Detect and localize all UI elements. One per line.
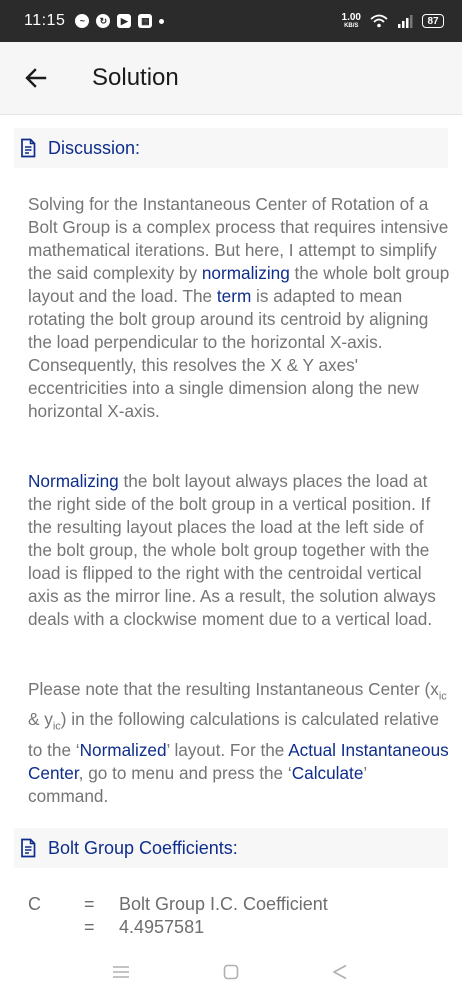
back-button[interactable]: [22, 64, 50, 92]
sync-icon: ↻: [96, 14, 110, 28]
home-square-icon: [223, 964, 239, 980]
coefficients-label: Bolt Group Coefficients:: [48, 837, 238, 858]
youtube-icon: ▶: [117, 14, 131, 28]
coefficient-value: 4.4957581: [119, 917, 205, 937]
paragraph-text: Please note that the resulting Instantaneous Center (x: [28, 679, 439, 699]
paragraph-text: Solving for the Instantaneous Center of Rotation of a Bolt Group is a complex process that requires intensive mathematical iterations. But here, I attempt to simplify the said complexity by: [28, 194, 449, 283]
recents-button[interactable]: [111, 962, 131, 982]
wifi-icon: [370, 14, 388, 28]
paragraph-text: & y: [28, 709, 53, 730]
notification-icons: [75, 14, 164, 28]
paragraph-text: the bolt layout always places the load at the right side of the bolt group in a vertical position. If the resulting layout places the load at the left side of the bolt group, the whole bolt group together with the load is flipped to the right with the centroidal vertical axis as the mirror line. As a result, the solution always deals with a clockwise moment due to a vertical load.: [28, 471, 436, 629]
coefficient-symbol: C: [28, 894, 41, 914]
subscript: ic: [52, 720, 61, 733]
menu-icon: [112, 965, 130, 979]
battery-icon: 87: [422, 14, 444, 28]
document-icon: [18, 838, 38, 858]
discussion-paragraph-3: [28, 678, 450, 808]
home-button[interactable]: [221, 962, 241, 982]
equals-sign: =: [84, 894, 95, 914]
coefficient-description: Bolt Group I.C. Coefficient: [119, 894, 328, 914]
paragraph-text: ’ layout. For the: [166, 739, 289, 760]
page-title: Solution: [92, 64, 179, 91]
status-time: 11:15: [24, 12, 66, 29]
coefficients-header: [14, 828, 448, 868]
paragraph-text: , go to menu and press the ‘: [78, 762, 292, 783]
paragraph-text: ) in the following calculations is calculated relative to the ‘: [28, 709, 440, 760]
discussion-label: Discussion:: [48, 137, 141, 158]
equals-sign: =: [84, 917, 95, 937]
app-bar: [0, 42, 462, 115]
inline-link[interactable]: Calculate: [291, 762, 364, 783]
system-nav-bar: [0, 944, 462, 1000]
discussion-paragraph-2: [28, 470, 450, 631]
paragraph-text: the whole bolt group layout and the load. The: [28, 263, 450, 306]
subscript: ic: [438, 690, 447, 703]
inline-link[interactable]: normalizing: [201, 263, 290, 283]
status-bar: [0, 0, 462, 42]
app-notification-icon: ▦: [138, 14, 152, 28]
back-nav-button[interactable]: [330, 962, 350, 982]
inline-link[interactable]: Actual Instantaneous Center: [28, 739, 449, 783]
inline-link[interactable]: Normalized: [79, 739, 167, 760]
messenger-icon: ~: [75, 14, 89, 28]
document-icon: [18, 138, 38, 158]
discussion-header: [14, 128, 448, 168]
signal-icon: [397, 14, 413, 28]
discussion-paragraph-1: [28, 193, 450, 423]
inline-link[interactable]: Normalizing: [28, 471, 119, 491]
network-speed: 1.00 KB/S: [341, 12, 361, 29]
back-triangle-icon: [332, 964, 348, 980]
paragraph-text: is adapted to mean rotating the bolt group around its centroid by aligning the load perpendicular to the horizontal X-axis. Consequently, this resolves the X & Y axes' eccentricities into a single dimension along the new horizontal X-axis.: [28, 286, 429, 421]
more-notifications-icon: [159, 19, 164, 24]
inline-link[interactable]: term: [216, 286, 252, 306]
arrow-back-icon: [24, 66, 48, 90]
paragraph-text: ’ command.: [28, 762, 367, 806]
